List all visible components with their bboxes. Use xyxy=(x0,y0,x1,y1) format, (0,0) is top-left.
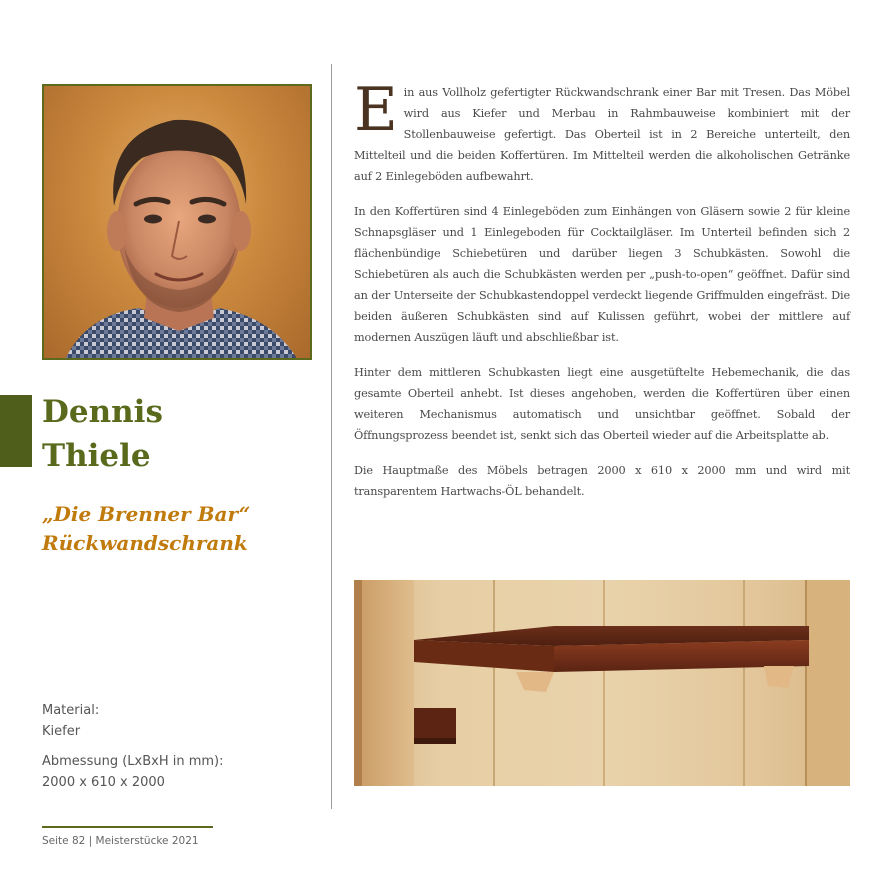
project-title xyxy=(42,500,322,558)
furniture-photo xyxy=(354,580,850,786)
paragraph-1 xyxy=(354,75,850,187)
person-name xyxy=(42,390,312,478)
drop-cap: E xyxy=(354,75,398,145)
furniture-illustration xyxy=(354,580,850,786)
project-title-line1: „Die Brenner Bar“ xyxy=(42,502,251,526)
column-divider xyxy=(331,64,332,809)
portrait-illustration xyxy=(44,86,312,360)
paragraph-4: Die Hauptmaße des Möbels betragen 2000 x 610 x 2000 mm und wird mit transparentem Hartwachs-ÖL behandelt. xyxy=(354,464,850,498)
meta-info xyxy=(42,700,312,793)
material-label: Material: xyxy=(42,703,100,718)
paragraph-3: Hinter dem mittleren Schubkasten liegt eine ausgetüftelte Hebemechanik, die das gesamte Oberteil anhebt. Ist dieses angehoben, werden die Koffertüren über einen weiteren Mechanismus automatisch und unsichtbar geöffnet. Sobald der Öffnungsprozess beendet ist, senkt sich das Oberteil wieder auf die Arbeitsplatte ab. xyxy=(354,366,850,442)
article-body xyxy=(354,75,850,516)
dimension-value: 2000 x 610 x 2000 xyxy=(42,775,165,790)
footer-rule xyxy=(42,826,213,828)
paragraph-1-text: in aus Vollholz gefertigter Rückwandschrank einer Bar mit Tresen. Das Möbel wird aus Kiefer und Merbau in Rahmbauweise kombiniert mit der Stollenbauweise gefertigt. Das Oberteil ist in 2 Bereiche unterteilt, den Mittelteil und die beiden Koffertüren. Im Mittelteil werden die alkoholischen Getränke auf 2 Einlegeböden aufbewahrt. xyxy=(354,86,850,183)
name-last: Thiele xyxy=(42,438,151,474)
name-first: Dennis xyxy=(42,394,163,430)
dimension-label: Abmessung (LxBxH in mm): xyxy=(42,754,224,769)
paragraph-2: In den Koffertüren sind 4 Einlegeböden zum Einhängen von Gläsern sowie 2 für kleine Schnapsgläser und 1 Einlegeboden für Cocktailgläser. Im Unterteil befinden sich 2 flächenbündige Schiebetüren und darüber liegen 3 Schubkästen. Sowohl die Schiebetüren als auch die Schubkästen werden per „push-to-open“ geöffnet. Dafür sind an der Unterseite der Schubkastendoppel verdeckt liegende Griffmulden eingefräst. Die beiden äußeren Schubkästen sind auf Kulissen geführt, wobei der mittlere auf modernen Auszügen läuft und abschließbar ist. xyxy=(354,205,850,344)
page-footer: Seite 82 | Meisterstücke 2021 xyxy=(42,835,199,847)
project-title-line2: Rückwandschrank xyxy=(42,531,248,555)
accent-bar xyxy=(0,395,32,467)
portrait-photo xyxy=(42,84,312,360)
material-value: Kiefer xyxy=(42,724,81,739)
